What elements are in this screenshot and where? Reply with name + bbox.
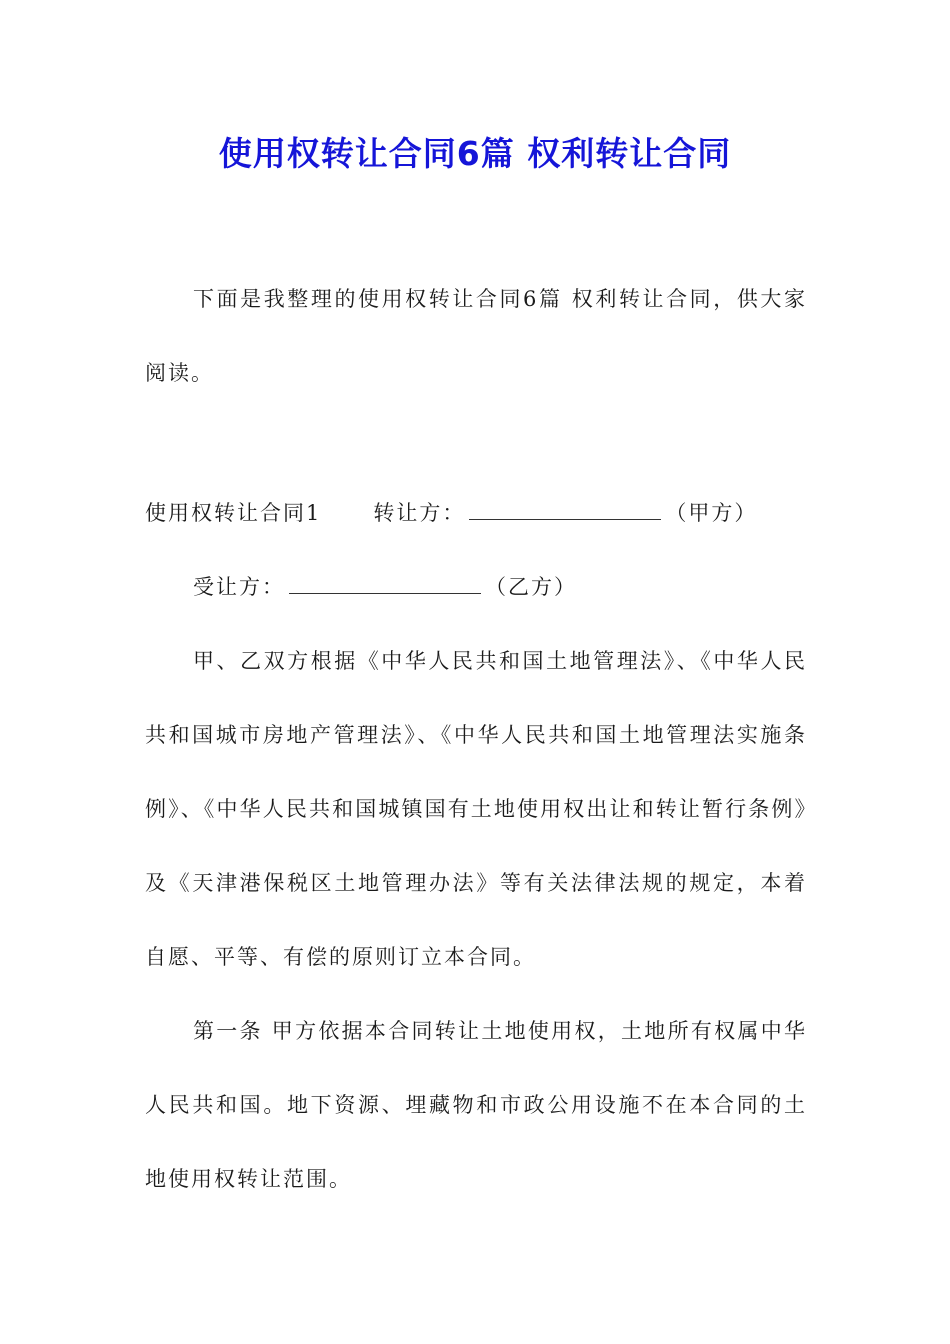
transferor-label: 转让方： [373,501,466,525]
contract-heading: 使用权转让合同1 [145,501,322,525]
transferee-line [145,550,807,624]
transferee-suffix: （乙方） [485,575,577,599]
document-title: 使用权转让合同6篇 权利转让合同 [218,134,732,173]
transferor-suffix: （甲方） [665,501,758,525]
transferor-blank [469,501,661,520]
document-body [145,262,807,1216]
transferee-label: 受让方： [193,575,285,599]
transferee-blank [289,575,481,594]
contract-heading-line [145,476,807,550]
intro-paragraph: 下面是我整理的使用权转让合同6篇 权利转让合同，供大家阅读。 [145,287,807,385]
article-1-paragraph: 第一条 甲方依据本合同转让土地使用权，土地所有权属中华人民共和国。地下资源、埋藏物和市政公用设施不在本合同的土地使用权转让范围。 [145,1019,807,1191]
paragraph-gap [145,410,807,476]
preamble-paragraph: 甲、乙双方根据《中华人民共和国土地管理法》、《中华人民共和国城市房地产管理法》、《中华人民共和国土地管理法实施条例》、《中华人民共和国城镇国有土地使用权出让和转让暂行条例》及《天津港保税区土地管理办法》等有关法律法规的规定，本着自愿、平等、有偿的原则订立本合同。 [145,649,807,969]
